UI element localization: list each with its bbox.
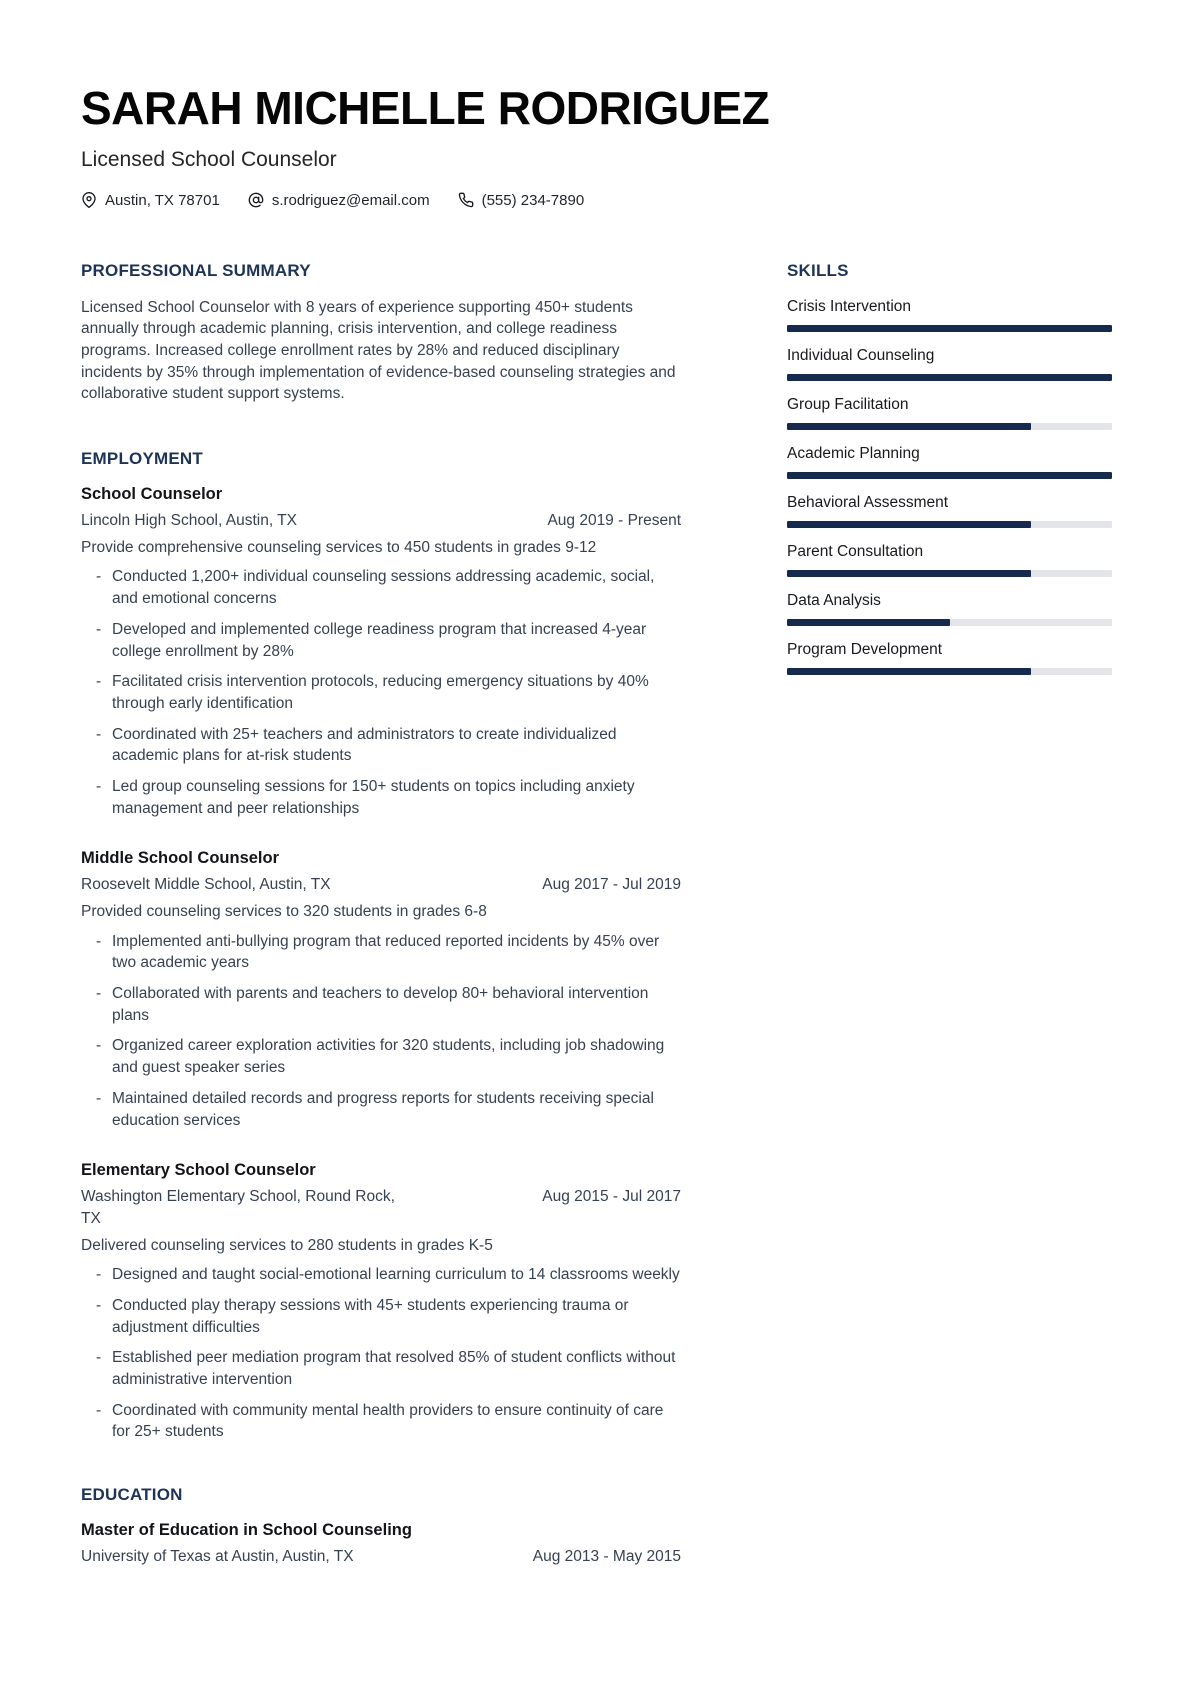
skill-bar-fill [787,325,1112,332]
job-meta-row [81,874,681,896]
skill-bar-fill [787,521,1031,528]
employment-heading: EMPLOYMENT [81,449,203,469]
job-title: School Counselor [81,485,223,504]
education-degree: Master of Education in School Counseling [81,1521,412,1540]
skill-bar-track [787,325,1112,332]
skill-bar-fill [787,570,1031,577]
job-bullet: - Developed and implemented college readiness program that increased 4-year college enrollment by 28% [81,619,681,662]
candidate-name: SARAH MICHELLE RODRIGUEZ [81,82,770,134]
education-heading: EDUCATION [81,1485,183,1505]
skill-bar-track [787,619,1112,626]
skill-item [787,395,1112,430]
job-bullet-list [81,931,681,1132]
contact-row [81,192,1112,209]
job-bullet: - Led group counseling sessions for 150+ students on topics including anxiety management and peer relationships [81,776,681,819]
job-bullet: - Established peer mediation program that resolved 85% of student conflicts without administrative intervention [81,1347,681,1390]
location-pin-icon [81,192,97,208]
skill-name: Academic Planning [787,444,920,462]
job-bullet: - Implemented anti-bullying program that reduced reported incidents by 45% over two academic years [81,931,681,974]
skill-name: Group Facilitation [787,395,909,413]
employment-section [81,449,681,1443]
resume-body [81,261,1112,1573]
skill-item [787,297,1112,332]
education-school: University of Texas at Austin, Austin, TX [81,1548,354,1566]
skill-name: Crisis Intervention [787,297,912,315]
skill-name: Data Analysis [787,591,881,609]
skill-bar-track [787,472,1112,479]
skill-item [787,640,1112,675]
job-bullet-list [81,566,681,819]
skill-item [787,346,1112,381]
contact-phone [458,192,585,209]
job-bullet-list [81,1264,681,1443]
skill-bar-fill [787,374,1112,381]
job-dates: Aug 2015 - Jul 2017 [542,1188,681,1206]
job-bullet: - Coordinated with community mental health providers to ensure continuity of care for 25+ students [81,1400,681,1443]
skill-name: Parent Consultation [787,542,924,560]
skill-bar-track [787,570,1112,577]
contact-location-text: Austin, TX 78701 [105,191,220,209]
job-bullet: - Facilitated crisis intervention protocols, reducing emergency situations by 40% through early identification [81,671,681,714]
contact-email-text: s.rodriguez@email.com [271,191,430,209]
job-bullet: - Coordinated with 25+ teachers and administrators to create individualized academic plans for at-risk students [81,724,681,767]
summary-text: Licensed School Counselor with 8 years of experience supporting 450+ students annually through academic planning, crisis intervention, and college readiness programs. Increased college enrollment rates by 28% and reduced disciplinary incidents by 35% through implementation of evidence-based counseling strategies and collaborative student support systems. [81,298,676,403]
education-section [81,1485,681,1568]
sidebar-column [787,261,1112,1573]
job-entry [81,1161,681,1443]
job-meta-row [81,1186,681,1229]
skill-bar-track [787,423,1112,430]
skill-bar-fill [787,619,950,626]
skill-item [787,542,1112,577]
job-summary: Provide comprehensive counseling services to 450 students in grades 9-12 [81,538,597,556]
job-bullet: - Designed and taught social-emotional learning curriculum to 14 classrooms weekly [81,1264,681,1286]
skill-name: Individual Counseling [787,346,935,364]
contact-location [81,192,220,209]
skill-bar-fill [787,668,1031,675]
at-sign-icon [248,192,264,208]
job-bullet: - Collaborated with parents and teachers to develop 80+ behavioral intervention plans [81,983,681,1026]
job-dates: Aug 2019 - Present [547,512,681,530]
job-entry [81,849,681,1131]
skill-name: Program Development [787,640,943,658]
contact-phone-text: (555) 234-7890 [481,191,585,209]
job-bullet: - Conducted 1,200+ individual counseling sessions addressing academic, social, and emotional concerns [81,566,681,609]
job-company: Washington Elementary School, Round Rock, TX [81,1188,395,1227]
education-dates: Aug 2013 - May 2015 [532,1548,681,1566]
job-entry [81,485,681,819]
skill-item [787,444,1112,479]
job-bullet: - Conducted play therapy sessions with 45+ students experiencing trauma or adjustment difficulties [81,1295,681,1338]
job-dates: Aug 2017 - Jul 2019 [542,876,681,894]
job-summary: Provided counseling services to 320 students in grades 6-8 [81,903,487,921]
skill-bar-track [787,668,1112,675]
skill-bar-track [787,521,1112,528]
skill-bar-track [787,374,1112,381]
summary-heading: PROFESSIONAL SUMMARY [81,260,311,280]
job-title: Middle School Counselor [81,849,280,868]
job-title: Elementary School Counselor [81,1161,316,1180]
job-meta-row [81,510,681,532]
education-meta-row [81,1546,681,1568]
job-bullet: - Organized career exploration activities for 320 students, including job shadowing and guest speaker series [81,1035,681,1078]
job-summary: Delivered counseling services to 280 students in grades K-5 [81,1236,493,1254]
contact-email [248,192,430,209]
candidate-job-title: Licensed School Counselor [81,147,337,171]
main-column [81,261,681,1573]
skill-bar-fill [787,472,1112,479]
skills-section [787,261,1112,675]
job-company: Roosevelt Middle School, Austin, TX [81,876,331,894]
skill-bar-fill [787,423,1031,430]
skill-name: Behavioral Assessment [787,493,949,511]
resume-header [81,84,1112,209]
skill-item [787,493,1112,528]
skills-heading: SKILLS [787,260,849,280]
phone-icon [458,192,474,208]
job-company: Lincoln High School, Austin, TX [81,512,297,530]
job-bullet: - Maintained detailed records and progress reports for students receiving special education services [81,1088,681,1131]
skill-item [787,591,1112,626]
summary-section [81,261,681,405]
